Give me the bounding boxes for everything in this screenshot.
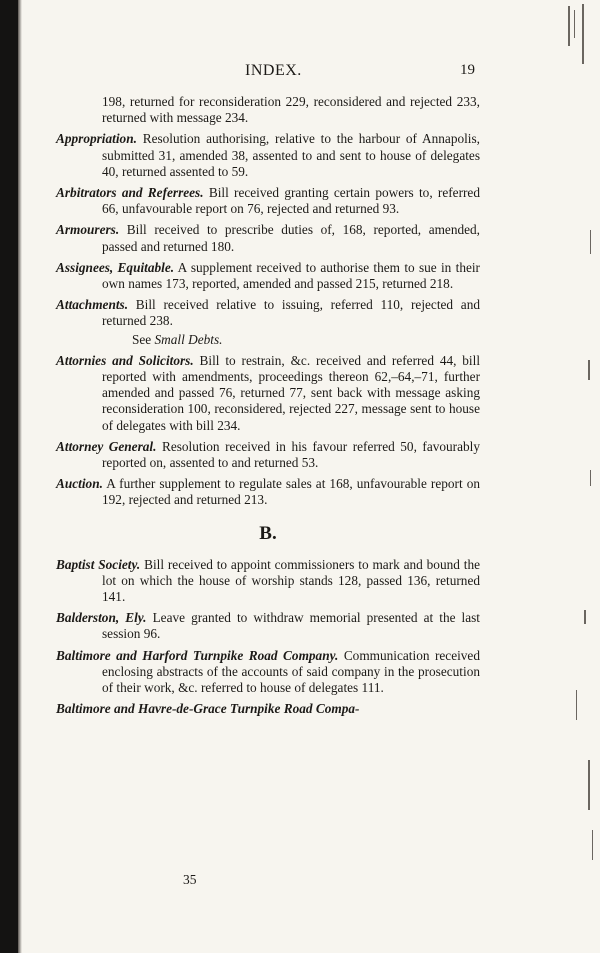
index-entry [56,297,480,329]
entry-text: 198, returned for reconsideration 229, reconsidered and rejected 233, returned with message 234. [102,94,480,126]
index-entry [56,94,480,126]
entry-heading: Attornies and Solicitors. [56,352,194,368]
see-reference [56,332,480,348]
running-head [0,62,600,82]
index-entry [56,222,480,254]
entry-heading: Armourers. [56,222,120,238]
scan-edge-marks [560,0,600,953]
section-letter: B. [259,522,277,544]
entry-text: A supplement received to authorise them to sue in their own names 173, reported, amended and passed 215, returned 218. [102,259,480,292]
index-entry [56,131,480,180]
entry-text: A further supplement to regulate sales at 168, unfavourable report on 192, rejected and returned 213. [102,476,480,508]
index-entry [56,439,480,471]
entry-heading: Arbitrators and Referrees. [56,185,204,201]
see-label: See [132,331,152,347]
page-title: INDEX. [245,62,302,79]
page-number: 19 [460,62,475,78]
see-target: Small Debts. [154,331,223,347]
index-entry [56,476,480,508]
entry-heading: Baptist Society. [56,556,141,572]
entry-text: Bill received relative to issuing, referred 110, rejected and returned 238. [102,297,481,329]
entry-text: Leave granted to withdraw memorial presented at the last session 96. [102,610,480,642]
entry-heading: Balderston, Ely. [56,610,147,626]
index-entry [56,648,480,697]
entry-text: Bill received granting certain powers to, referred 66, unfavourable report on 76, rejected and returned 93. [102,185,480,217]
entry-heading: Assignees, Equitable. [56,259,175,275]
index-entry [56,353,480,434]
spine-shadow [18,0,22,953]
index-entry [56,260,480,292]
entry-text: Resolution received in his favour referred 50, favourably reported on, assented to and returned 53. [102,438,481,471]
entry-heading: Baltimore and Havre-de-Grace Turnpike Road Compa- [56,701,360,717]
entry-heading: Baltimore and Harford Turnpike Road Company. [56,647,339,663]
index-entry [56,701,480,717]
entry-text: Bill received to appoint commissioners to mark and bound the lot on which the house of worship stands 128, passed 136, returned 141. [102,556,480,605]
entry-heading: Attachments. [56,297,129,313]
entry-heading: Appropriation. [56,131,137,147]
entry-heading: Attorney General. [56,438,157,454]
entry-heading: Auction. [56,476,103,492]
entry-text: Bill to restrain, &c. received and referred 44, bill reported with amendments, proceedings thereon 62,–64,–71, further amended and passed 76, returned 77, sent back with message asking reconsideration 100, reconsidered, rejected 227, message sent to house of delegates with bill 234. [102,352,481,433]
entry-text: Communication received enclosing abstracts of the accounts of said company in the prosecution of their work, &c. referred to house of delegates 111. [102,647,480,696]
signature-mark: 35 [183,872,197,887]
index-entry [56,610,480,642]
entry-text: Resolution authorising, relative to the harbour of Annapolis, submitted 31, amended 38, assented to and sent to house of delegates 40, returned assented to 59. [102,131,480,179]
entry-text: Bill received to prescribe duties of, 168, reported, amended, passed and returned 180. [102,222,481,254]
index-entry [56,557,480,606]
book-spine-edge [0,0,18,953]
index-entry [56,185,480,217]
index-entries [56,94,480,723]
